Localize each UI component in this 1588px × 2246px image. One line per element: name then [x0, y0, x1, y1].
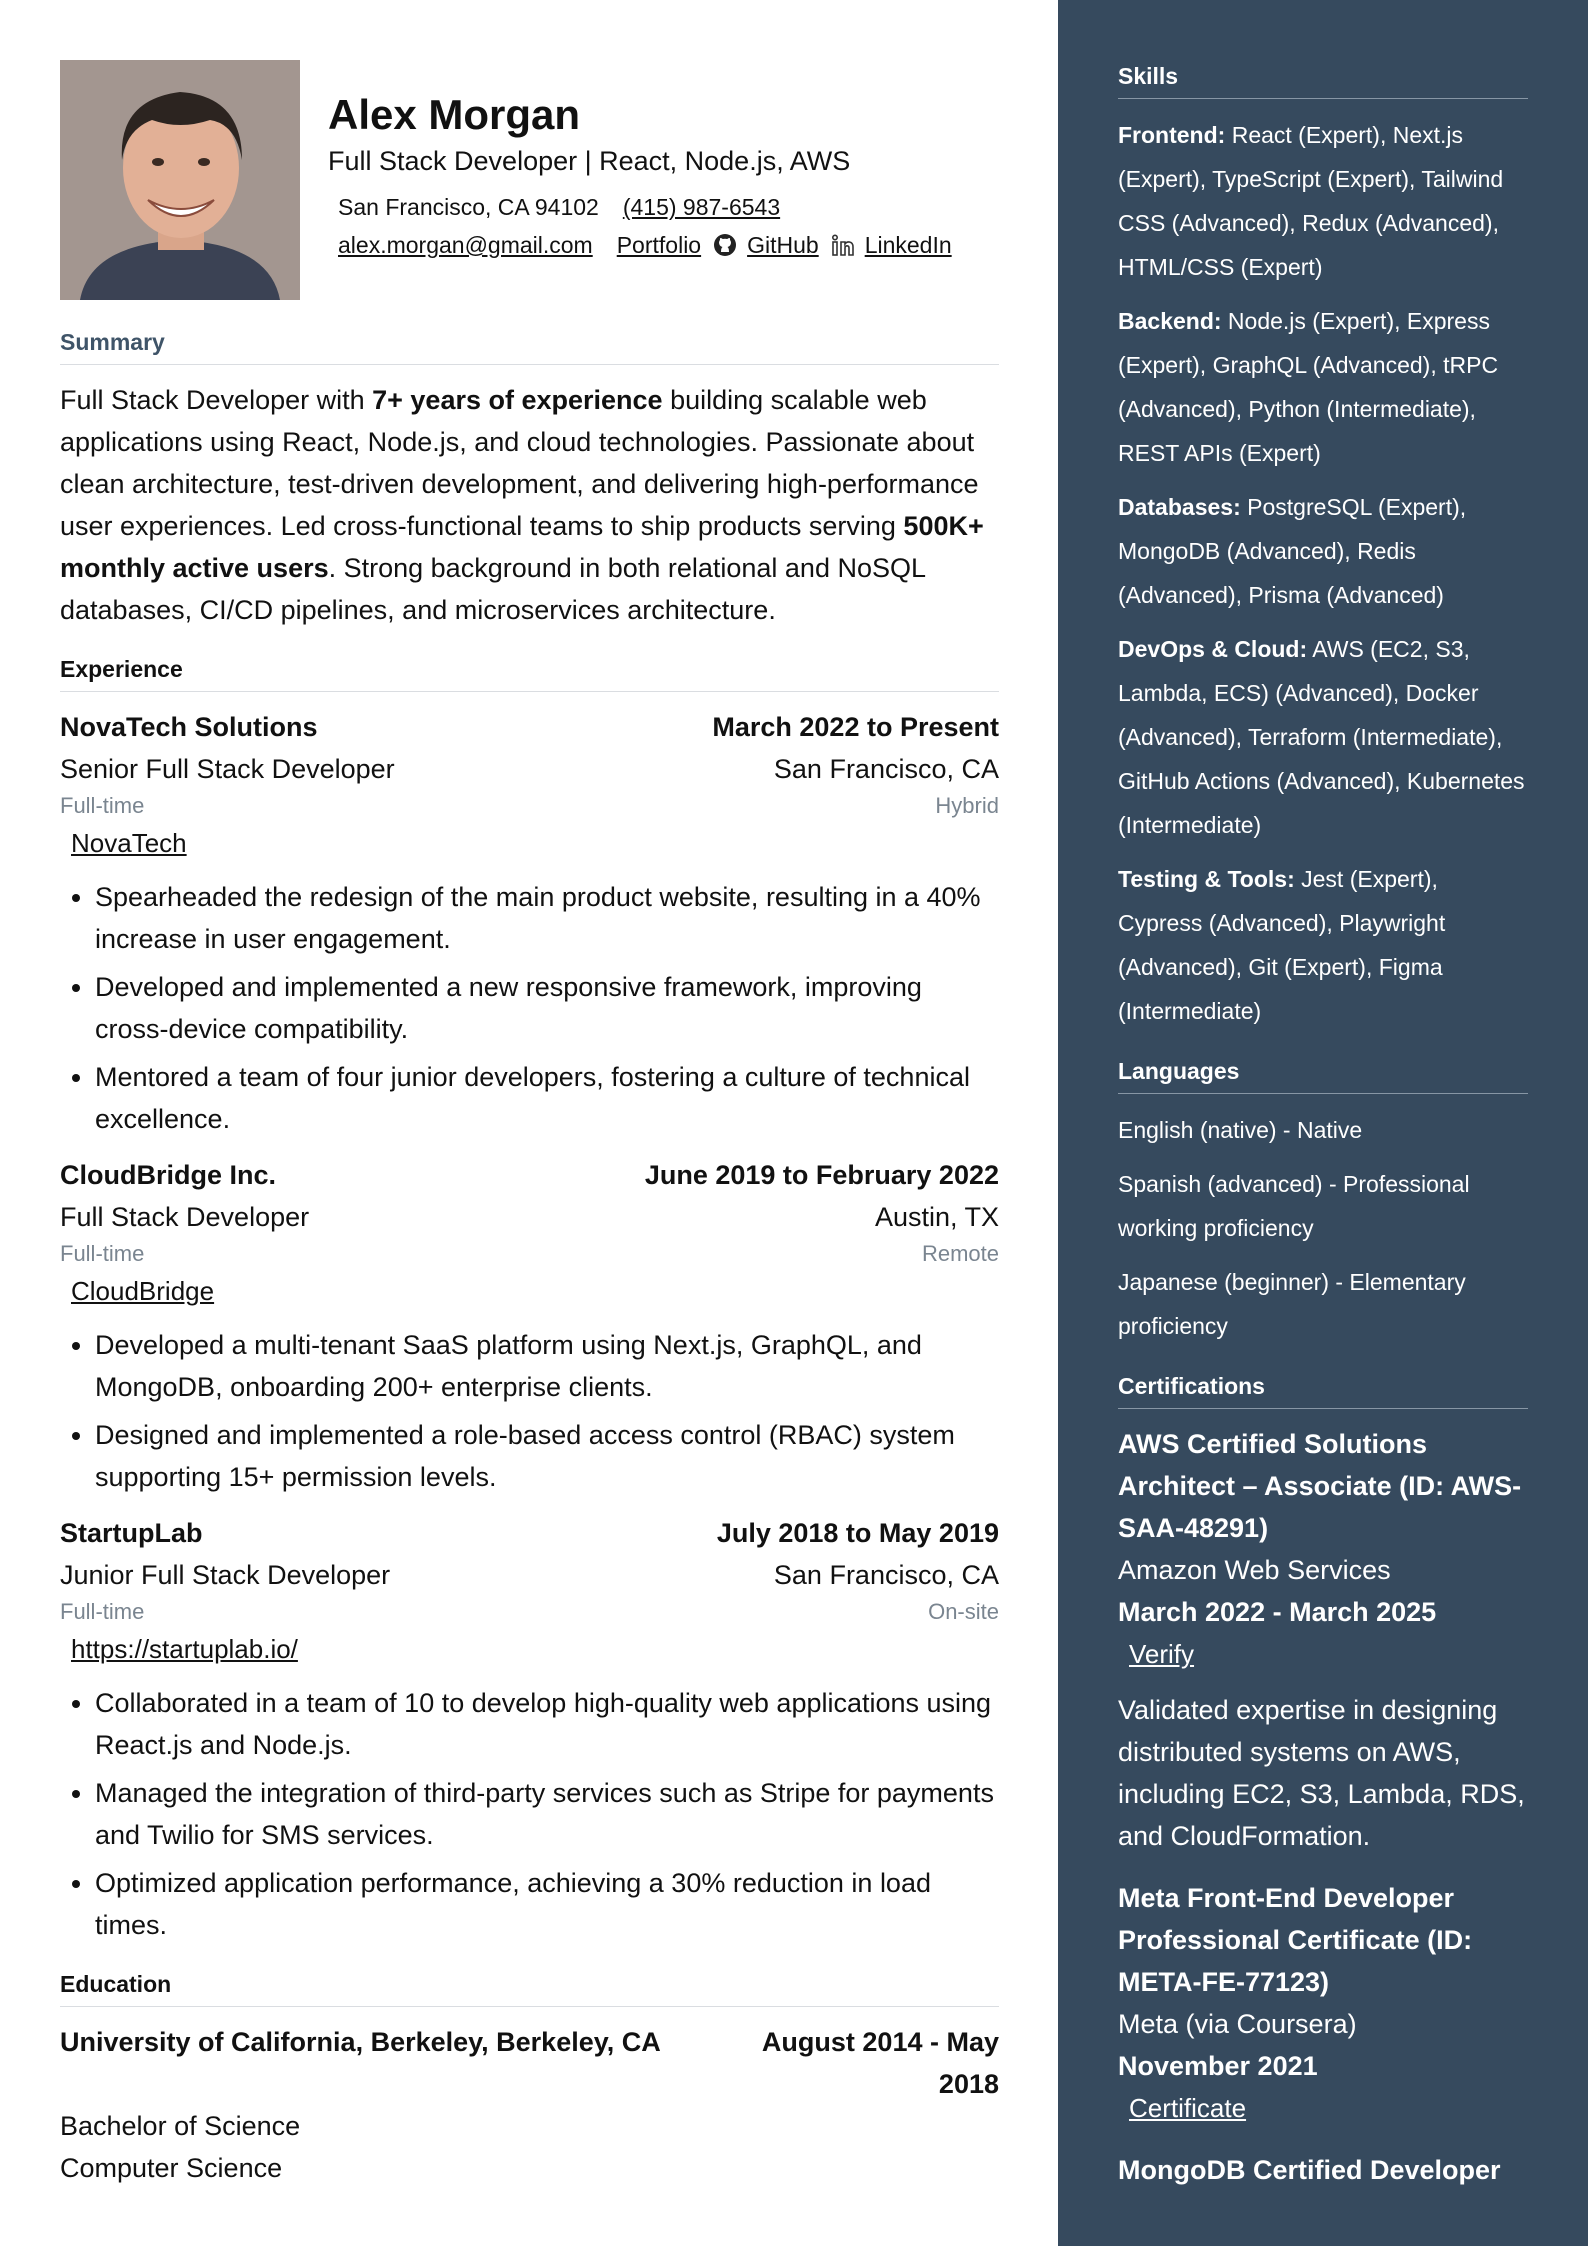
certification-issuer: Meta (via Coursera) — [1118, 2009, 1357, 2039]
language-item: Japanese (beginner) - Elementary proficiency — [1118, 1269, 1466, 1339]
company-link[interactable]: NovaTech — [71, 828, 187, 858]
school-name: University of California, Berkeley, Berkeley, CA — [60, 2027, 661, 2057]
certification-issuer: Amazon Web Services — [1118, 1555, 1391, 1585]
skill-group: Backend: Node.js (Expert), Express (Expert), GraphQL (Advanced), tRPC (Advanced), Python (Intermediate), REST APIs (Expert) — [1118, 308, 1499, 466]
summary-text: Full Stack Developer with 7+ years of experience building scalable web applications using React, Node.js, and cloud technologies. Passionate about clean architecture, test-driven development, and delivering high-performance user experiences. Led cross-functional teams to ship products serving 500K+ monthly active users. Strong background in both relational and NoSQL databases, CI/CD pipelines, and microservices architecture. — [60, 385, 984, 625]
certification-verify-link[interactable]: Verify — [1129, 1639, 1195, 1669]
github-link[interactable]: GitHub — [747, 232, 819, 258]
certification-entry — [1118, 1423, 1528, 1857]
certification-link[interactable]: Certificate — [1129, 2093, 1247, 2123]
education-entry — [60, 2021, 999, 2189]
job-bullet: • Spearheaded the redesign of the main product website, resulting in a 40% increase in user engagement. — [95, 876, 999, 960]
certification-entry — [1118, 2149, 1528, 2191]
job-type: Full-time — [60, 1241, 145, 1266]
job-bullet: • Optimized application performance, achieving a 30% reduction in load times. — [95, 1862, 999, 1946]
location-text: San Francisco, CA 94102 — [338, 194, 599, 220]
sidebar — [1058, 0, 1588, 2246]
certification-entry — [1118, 1877, 1528, 2129]
job-dates: March 2022 to Present — [712, 712, 999, 742]
job-mode: On-site — [928, 1599, 999, 1624]
job-mode: Hybrid — [935, 793, 999, 818]
contact-row-2 — [338, 226, 952, 264]
job-dates: July 2018 to May 2019 — [716, 1518, 999, 1548]
skills-heading: Skills — [1118, 60, 1528, 99]
job-bullet: • Managed the integration of third-party services such as Stripe for payments and Twilio for SMS services. — [95, 1772, 999, 1856]
skill-group: Testing & Tools: Jest (Expert), Cypress (Advanced), Playwright (Advanced), Git (Expert), Figma (Intermediate) — [1118, 866, 1446, 1024]
job-bullet: • Designed and implemented a role-based access control (RBAC) system supporting 15+ permission levels. — [95, 1414, 999, 1498]
job-bullet: • Mentored a team of four junior developers, fostering a culture of technical excellence. — [95, 1056, 999, 1140]
job-dates: June 2019 to February 2022 — [644, 1160, 999, 1190]
github-icon — [713, 233, 737, 257]
job-role: Junior Full Stack Developer — [60, 1560, 391, 1590]
education-dates: August 2014 - May 2018 — [761, 2027, 999, 2099]
certifications-heading: Certifications — [1118, 1370, 1528, 1409]
job-bullet: • Developed and implemented a new responsive framework, improving cross-device compatibility. — [95, 966, 999, 1050]
job-role: Full Stack Developer — [60, 1202, 310, 1232]
company-name: CloudBridge Inc. — [60, 1160, 276, 1190]
field-of-study: Computer Science — [60, 2153, 283, 2183]
skill-group: Databases: PostgreSQL (Expert), MongoDB (Advanced), Redis (Advanced), Prisma (Advanced) — [1118, 494, 1467, 608]
company-link[interactable]: https://startuplab.io/ — [71, 1634, 298, 1664]
education-heading: Education — [60, 1968, 999, 2007]
languages-list — [1118, 1108, 1528, 1348]
job-entry — [60, 1512, 999, 1946]
linkedin-link[interactable]: LinkedIn — [864, 232, 952, 258]
languages-heading: Languages — [1118, 1055, 1528, 1094]
certification-date: March 2022 - March 2025 — [1118, 1597, 1437, 1627]
job-role: Senior Full Stack Developer — [60, 754, 395, 784]
language-item: Spanish (advanced) - Professional working proficiency — [1118, 1171, 1470, 1241]
company-name: NovaTech Solutions — [60, 712, 318, 742]
job-bullet: • Collaborated in a team of 10 to develop high-quality web applications using React.js and Node.js. — [95, 1682, 999, 1766]
person-avatar-icon — [60, 60, 300, 300]
certification-description: Validated expertise in designing distributed systems on AWS, including EC2, S3, Lambda, RDS, and CloudFormation. — [1118, 1695, 1525, 1851]
skills-list — [1118, 113, 1528, 1033]
job-entry — [60, 1154, 999, 1498]
profile-photo — [60, 60, 300, 300]
language-item: English (native) - Native — [1118, 1117, 1363, 1143]
linkedin-icon — [831, 233, 855, 257]
certification-date: November 2021 — [1118, 2051, 1318, 2081]
experience-heading: Experience — [60, 653, 999, 692]
job-bullets — [60, 1324, 999, 1498]
job-mode: Remote — [921, 1241, 999, 1266]
header-info — [328, 60, 952, 300]
resume-header — [60, 60, 999, 300]
company-link[interactable]: CloudBridge — [71, 1276, 215, 1306]
email-link[interactable]: alex.morgan@gmail.com — [338, 232, 593, 258]
phone-link[interactable]: (415) 987-6543 — [622, 194, 781, 220]
certification-name: Meta Front-End Developer Professional Certificate (ID: META-FE-77123) — [1118, 1883, 1473, 1997]
job-type: Full-time — [60, 1599, 145, 1624]
certification-name: AWS Certified Solutions Architect – Associate (ID: AWS-SAA-48291) — [1118, 1429, 1522, 1543]
contact-row-1 — [338, 188, 952, 226]
job-bullet: • Developed a multi-tenant SaaS platform using Next.js, GraphQL, and MongoDB, onboarding 200+ enterprise clients. — [95, 1324, 999, 1408]
skill-group: Frontend: React (Expert), Next.js (Expert), TypeScript (Expert), Tailwind CSS (Advanced), Redux (Advanced), HTML/CSS (Expert) — [1118, 122, 1504, 280]
certification-name: MongoDB Certified Developer — [1118, 2155, 1501, 2185]
main-column — [60, 60, 999, 2189]
job-bullets — [60, 1682, 999, 1946]
job-location: Austin, TX — [874, 1202, 999, 1232]
company-name: StartupLab — [60, 1518, 203, 1548]
candidate-name: Alex Morgan — [328, 91, 581, 138]
job-location: San Francisco, CA — [773, 754, 999, 784]
job-location: San Francisco, CA — [773, 1560, 999, 1590]
summary-heading: Summary — [60, 326, 999, 365]
portfolio-link[interactable]: Portfolio — [616, 232, 702, 258]
job-entry — [60, 706, 999, 1140]
job-bullets — [60, 876, 999, 1140]
degree: Bachelor of Science — [60, 2111, 301, 2141]
skill-group: DevOps & Cloud: AWS (EC2, S3, Lambda, ECS) (Advanced), Docker (Advanced), Terraform (Intermediate), GitHub Actions (Advanced), Kubernetes (Intermediate) — [1118, 636, 1525, 838]
headline: Full Stack Developer | React, Node.js, AWS — [328, 146, 851, 176]
job-type: Full-time — [60, 793, 145, 818]
